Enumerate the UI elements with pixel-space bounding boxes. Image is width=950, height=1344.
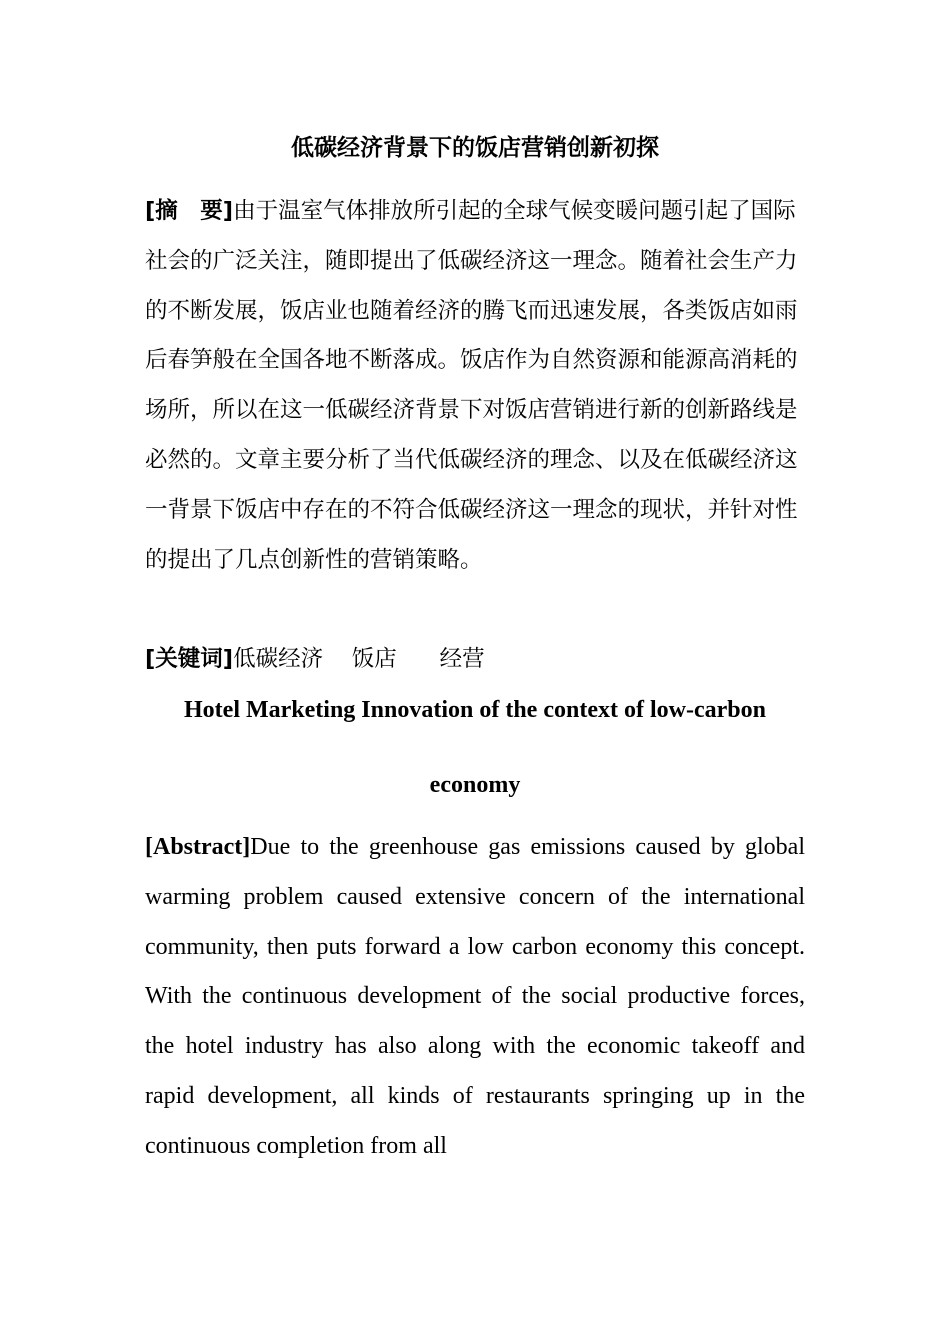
keyword-1: 低碳经济: [233, 646, 324, 672]
english-abstract-text: Due to the greenhouse gas emissions caused by global warming problem caused extensive concern of the international community, then puts forward a low carbon economy this concept. With the continuous development of the social productive forces, the hotel industry has also along with the economic takeoff and rapid development, all kinds of restaurants springing up in the continuous completion from all: [145, 834, 805, 1159]
english-abstract: [145, 823, 805, 1172]
keyword-2: 饭店: [351, 646, 397, 672]
chinese-abstract-label: [摘 要]: [145, 198, 234, 224]
english-title-line-1: Hotel Marketing Innovation of the context of low-carbon: [184, 697, 766, 723]
chinese-abstract: [145, 187, 810, 585]
chinese-abstract-text: 由于温室气体排放所引起的全球气候变暖问题引起了国际社会的广泛关注，随即提出了低碳经济这一理念。随着社会生产力的不断发展，饭店业也随着经济的腾飞而迅速发展，各类饭店如雨后春笋般在全国各地不断落成。饭店作为自然资源和能源高消耗的场所，所以在这一低碳经济背景下对饭店营销进行新的创新路线是必然的。文章主要分析了当代低碳经济的理念、以及在低碳经济这一背景下饭店中存在的不符合低碳经济这一理念的现状，并针对性的提出了几点创新性的营销策略。: [145, 198, 798, 573]
chinese-keywords: [145, 635, 810, 685]
chinese-keywords-label: [关键词]: [145, 646, 234, 672]
english-abstract-label: [Abstract]: [145, 834, 251, 860]
english-title-line-2: economy: [429, 772, 521, 798]
chinese-title: 低碳经济背景下的饭店营销创新初探: [291, 135, 659, 161]
keyword-3: 经营: [439, 646, 485, 672]
